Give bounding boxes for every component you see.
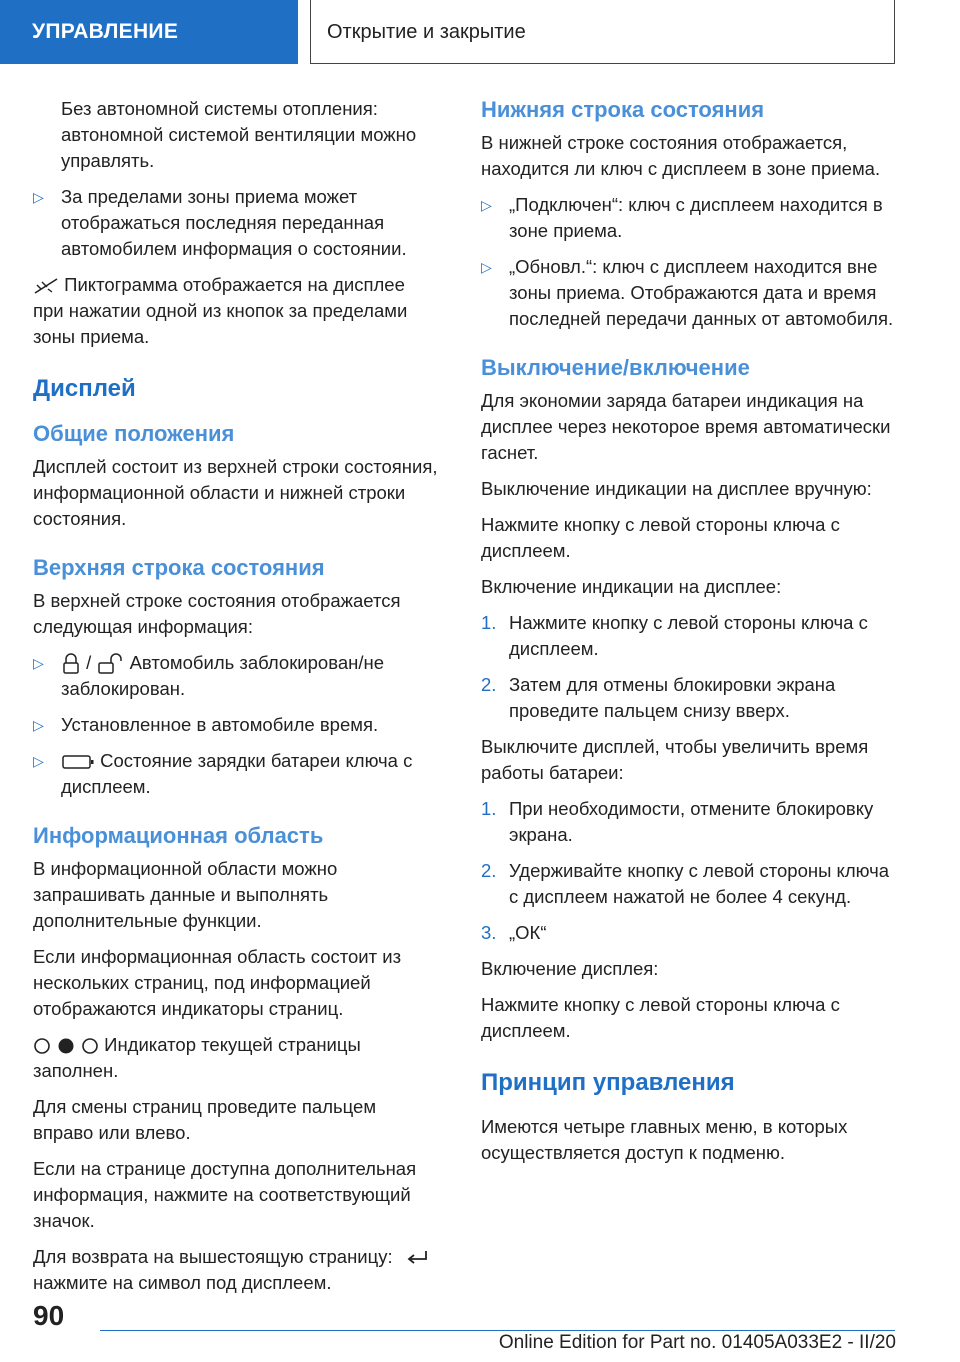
paragraph-principle: Имеются четыре главных меню, в которых осуществляется доступ к подменю. bbox=[481, 1116, 848, 1163]
paragraph-on-off: Для экономии заряда батареи индикация на дисплее через некоторое время автоматически гаснет. bbox=[481, 390, 891, 463]
paragraph-display-on: Включение дисплея: bbox=[481, 958, 659, 979]
step-number: 1. bbox=[481, 612, 497, 633]
heading-general: Общие положения bbox=[33, 421, 235, 446]
step-number: 2. bbox=[481, 860, 497, 881]
heading-on-off: Выключение/включение bbox=[481, 355, 750, 380]
chapter-title: Открытие и закрытие bbox=[310, 0, 895, 64]
battery-icon bbox=[61, 753, 95, 771]
heading-principle: Принцип управления bbox=[481, 1069, 735, 1096]
step-item: 1. Нажмите кнопку с левой стороны ключа с дисплеем. bbox=[481, 612, 868, 659]
paragraph-manual-off: Выключение индикации на дисплее вручную: bbox=[481, 478, 872, 499]
paragraph-info-1: В информационной области можно запрашивать данные и выполнять дополнительные функции. bbox=[33, 858, 338, 931]
left-column bbox=[33, 96, 439, 1306]
paragraph-swipe: Для смены страниц проведите пальцем вправо или влево. bbox=[33, 1096, 377, 1143]
lock-separator: / bbox=[86, 652, 92, 673]
paragraph-pictogram: Пиктограмма отображается на дисплее при нажатии одной из кнопок за пределами зоны приема. bbox=[33, 274, 408, 347]
step-item: 2. Удерживайте кнопку с левой стороны ключа с дисплеем нажатой не более 4 секунд. bbox=[481, 860, 890, 907]
list-item: ▷ / Автомобиль заблокирован/не заблокирован. bbox=[33, 652, 384, 699]
paragraph-press-left-2: Нажмите кнопку с левой стороны ключа с дисплеем. bbox=[481, 994, 840, 1041]
section-tab: УПРАВЛЕНИЕ bbox=[0, 0, 298, 64]
paragraph-press-left: Нажмите кнопку с левой стороны ключа с дисплеем. bbox=[481, 514, 840, 561]
paragraph-top-status: В верхней строке состояния отображается следующая информация: bbox=[33, 590, 401, 637]
lock-closed-icon bbox=[61, 653, 81, 675]
heading-bottom-status: Нижняя строка состояния bbox=[481, 97, 765, 122]
heading-display: Дисплей bbox=[33, 375, 136, 402]
paragraph-intro: Без автономной системы отопления: автономной системой вентиляции можно управлять. bbox=[61, 98, 417, 171]
triangle-bullet-icon: ▷ bbox=[481, 197, 492, 213]
triangle-bullet-icon: ▷ bbox=[33, 655, 44, 671]
list-item: ▷ „Обновл.“: ключ с дисплеем находится вне зоны приема. Отображаются дата и время последней передачи данных от автомобиля. bbox=[481, 256, 894, 329]
edition-note: Online Edition for Part no. 01405A033E2 - II/20 bbox=[498, 1332, 896, 1353]
step-number: 3. bbox=[481, 922, 497, 943]
paragraph-general: Дисплей состоит из верхней строки состояния, информационной области и нижней строки состояния. bbox=[33, 456, 438, 529]
list-item: ▷ Состояние зарядки батареи ключа с дисплеем. bbox=[33, 750, 413, 797]
paragraph-indicator: Индикатор текущей страницы заполнен. bbox=[33, 1034, 361, 1081]
paragraph-info-2: Если информационная область состоит из нескольких страниц, под информацией отображаются индикаторы страниц. bbox=[33, 946, 402, 1019]
triangle-bullet-icon: ▷ bbox=[33, 753, 44, 769]
list-item: ▷ Установленное в автомобиле время. bbox=[33, 712, 439, 738]
triangle-bullet-icon: ▷ bbox=[33, 717, 44, 733]
step-item: 1. При необходимости, отмените блокировку экрана. bbox=[481, 798, 874, 845]
list-item: ▷ За пределами зоны приема может отображаться последняя переданная автомобилем информация о состоянии. bbox=[33, 186, 407, 259]
paragraph-extend: Выключите дисплей, чтобы увеличить время работы батареи: bbox=[481, 736, 869, 783]
paragraph-on-label: Включение индикации на дисплее: bbox=[481, 576, 782, 597]
back-arrow-icon bbox=[404, 1248, 430, 1268]
triangle-bullet-icon: ▷ bbox=[481, 259, 492, 275]
step-item: 2. Затем для отмены блокировки экрана проведите пальцем снизу вверх. bbox=[481, 674, 836, 721]
step-number: 1. bbox=[481, 798, 497, 819]
heading-info-area: Информационная область bbox=[33, 823, 324, 848]
triangle-bullet-icon: ▷ bbox=[33, 189, 44, 205]
step-number: 2. bbox=[481, 674, 497, 695]
right-column bbox=[481, 96, 895, 1176]
paragraph-bottom-status: В нижней строке состояния отображается, находится ли ключ с дисплеем в зоне приема. bbox=[481, 132, 881, 179]
no-signal-icon bbox=[33, 277, 59, 295]
list-item: ▷ „Подключен“: ключ с дисплеем находится в зоне приема. bbox=[481, 194, 883, 241]
footer-divider bbox=[100, 1330, 895, 1331]
step-item: 3. „ОК“ bbox=[481, 920, 895, 946]
page-number: 90 bbox=[33, 1300, 65, 1331]
paragraph-back: Для возврата на вышестоящую страницу: нажмите на символ под дисплеем. bbox=[33, 1244, 439, 1296]
heading-top-status: Верхняя строка состояния bbox=[33, 555, 325, 580]
page-dots-icon bbox=[33, 1036, 99, 1056]
paragraph-more: Если на странице доступна дополнительная информация, нажмите на соответствующий значок. bbox=[33, 1158, 417, 1231]
lock-open-icon bbox=[96, 653, 124, 675]
